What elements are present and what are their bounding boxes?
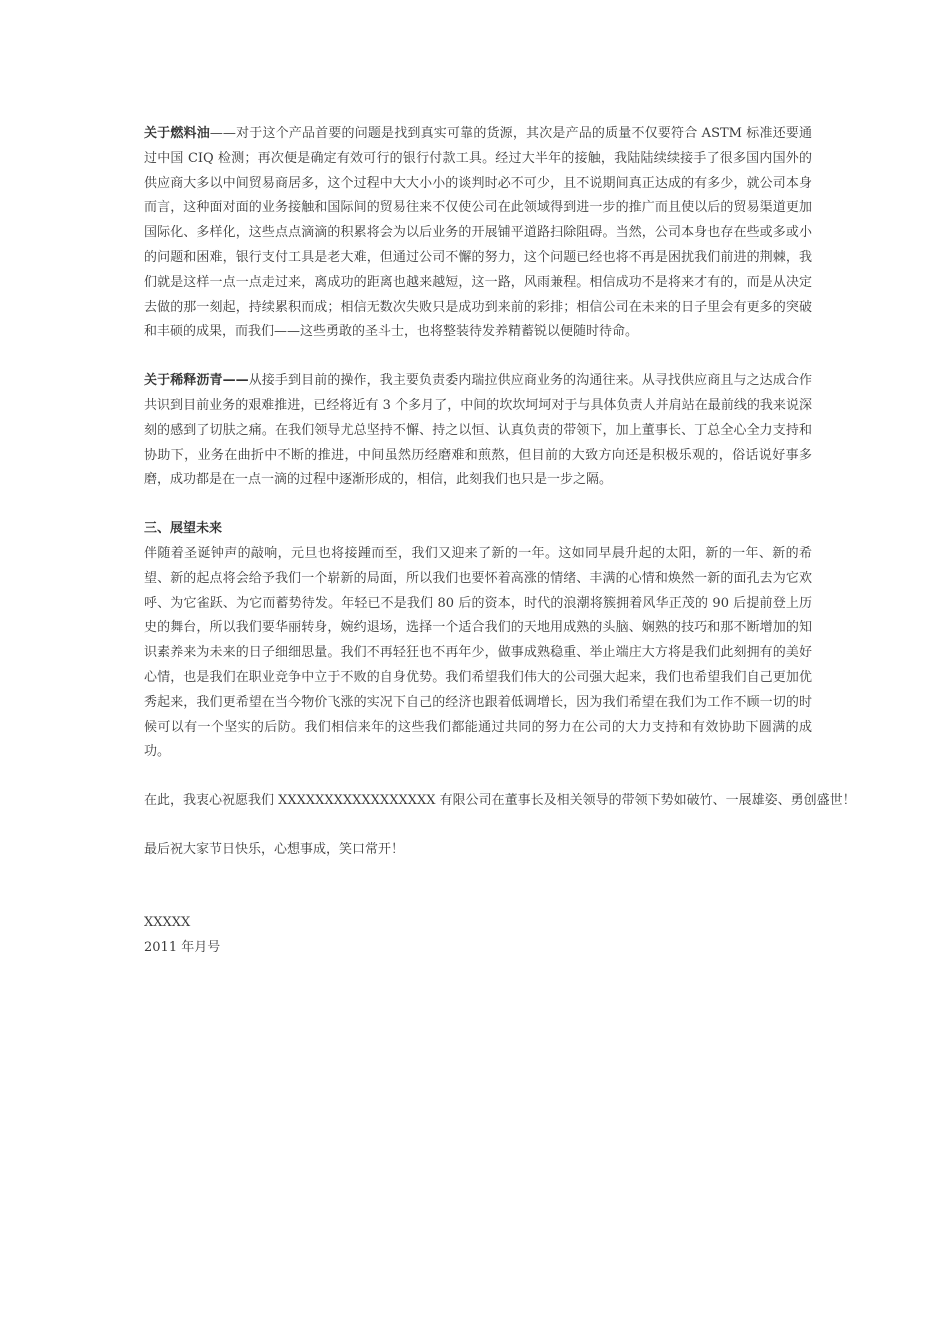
fuel-oil-lead: 关于燃料油 [144, 126, 210, 141]
blessing-line: 在此，我衷心祝愿我们 XXXXXXXXXXXXXXXXX 有限公司在董事长及相关领导的带领下势如破竹、一展雄姿、勇创盛世！ [144, 793, 856, 809]
bitumen-body: 从接手到目前的操作，我主要负责委内瑞拉供应商业务的沟通往来。从寻找供应商且与之达成合作共识到目前业务的艰难推进，已经将近有 3 个多月了，中间的坎坎坷坷对于与具体负责人并肩站在最前线的我来说深刻的感到了切肤之痛。在我们领导尤总坚持不懈、持之以恒、认真负责的带领下，加上董事长、丁总全心全力支持和协助下，业务在曲折中不断的推进，中间虽然历经磨难和煎熬，但目前的大致方向还是积极乐观的，俗话说好事多磨，成功都是在一点一滴的过程中逐渐形成的，相信，此刻我们也只是一步之隔。 [144, 373, 812, 488]
outlook-heading: 三、展望未来 [144, 521, 223, 537]
spacer [144, 493, 812, 517]
spacer [144, 863, 812, 911]
outlook-paragraph: 伴随着圣诞钟声的敲响，元旦也将接踵而至，我们又迎来了新的一年。这如同早晨升起的太阳，新的一年、新的希望、新的起点将会给予我们一个崭新的局面，所以我们也要怀着高涨的情绪、丰满的心情和焕然一新的面孔去为它欢呼、为它雀跃、为它而蓄势待发。年轻已不是我们 80 后的资本，时代的浪潮将簇拥着风华正茂的 90 后提前登上历史的舞台，所以我们要华丽转身，婉约退场，选择一个适合我们的天地用成熟的头脑、娴熟的技巧和那不断增加的知识素养来为未来的日子细细思量。我们不再轻狂也不再年少，做事成熟稳重、举止端庄大方将是我们此刻拥有的美好心情，也是我们在职业竞争中立于不败的自身优势。我们希望我们伟大的公司强大起来，我们也希望我们自己更加优秀起来，我们更希望在当今物价飞涨的实况下自己的经济也跟着低调增长，因为我们希望在我们为工作不顾一切的时候可以有一个坚实的后防。我们相信来年的这些我们都能通过共同的努力在公司的大力支持和有效协助下圆满的成功。 [144, 545, 812, 760]
fuel-oil-body: ——对于这个产品首要的问题是找到真实可靠的货源，其次是产品的质量不仅要符合 ASTM 标准还要通过中国 CIQ 检测；再次便是确定有效可行的银行付款工具。经过大半年的接触，我陆陆续续接手了很多国内国外的供应商大多以中间贸易商居多，这个过程中大大小小的谈判时必不可少，且不说期间真正达成的有多少，就公司本身而言，这种面对面的业务接触和国际间的贸易往来不仅使公司在此领域得到进一步的推广而且使以后的贸易渠道更加国际化、多样化，这些点点滴滴的积累将会为以后业务的开展铺平道路扫除阻碍。当然，公司本身也存在些或多或小的问题和困难，银行支付工具是老大难，但通过公司不懈的努力，这个问题已经也将不再是困扰我们前进的荆棘，我们就是这样一点一点走过来，离成功的距离也越来越短，这一路，风雨兼程。相信成功不是将来才有的，而是从决定去做的那一刻起，持续累积而成；相信无数次失败只是成功到来前的彩排；相信公司在未来的日子里会有更多的突破和丰硕的成果，而我们——这些勇敢的圣斗士，也将整装待发养精蓄锐以便随时待命。 [144, 126, 812, 340]
signature-date: 2011 年月号 [144, 939, 221, 955]
spacer [144, 814, 812, 838]
closing-line: 最后祝大家节日快乐，心想事成，笑口常开！ [144, 841, 405, 857]
bitumen-lead: 关于稀释沥青—— [144, 373, 249, 389]
bitumen-paragraph [144, 369, 812, 493]
document-page [144, 122, 856, 960]
signature-name: XXXXX [144, 914, 191, 930]
fuel-oil-paragraph [144, 122, 812, 345]
spacer [144, 765, 812, 789]
spacer [144, 345, 812, 369]
